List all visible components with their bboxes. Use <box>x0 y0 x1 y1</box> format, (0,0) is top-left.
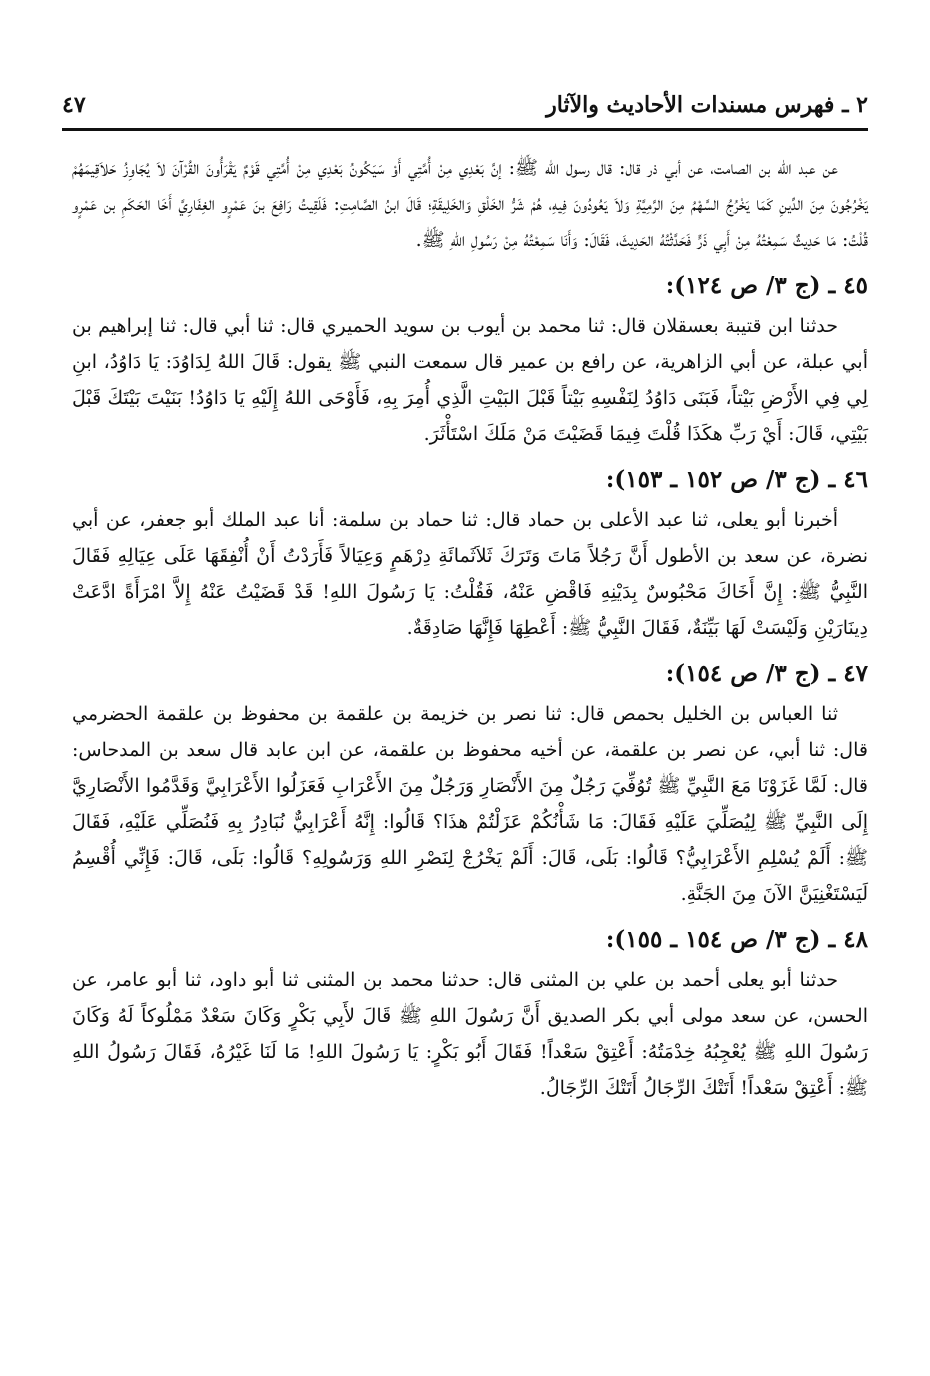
hadith-heading-48: ٤٨ ـ (ج ٣/ ص ١٥٤ ـ ١٥٥): <box>605 926 868 953</box>
hadith-heading-45: ٤٥ ـ (ج ٣/ ص ١٢٤): <box>665 272 868 299</box>
page-header <box>62 86 868 126</box>
hadith-text-46: أخبرنا أبو يعلى، ثنا عبد الأعلى بن حماد قال: ثنا حماد بن سلمة: أنا عبد الملك أبو جعفر، عن أبي نضرة، عن سعد بن الأطول أَنَّ رَجُلاً مَاتَ وَتَرَكَ ثَلاَثَمائَةِ دِرْهَمٍ وَعِيَالاً فَأَرَدْتُ أَنْ أُنْفِقَهَا عَلَى عِيَالِهِ فَقَالَ النَّبِيُّ ﷺ: إِنَّ أَخَاكَ مَحْبُوسٌ بِدَيْنِهِ فَاقْضِ عَنْهُ، فَقُلْتُ: يَا رَسُولَ اللهِ! قَدْ قَضَيْتُ عَنْهُ إِلاَّ امْرَأَةً ادَّعَتْ دِينَارَيْنِ وَلَيْسَتْ لَهَا بَيِّنَةٌ، فَقَالَ النَّبِيُّ ﷺ: أَعْطِهَا فَإِنَّهَا صَادِقَةٌ. <box>72 509 868 639</box>
running-title: ٢ ـ فهرس مسندات الأحاديث والآثار <box>546 92 868 118</box>
page-body <box>72 150 868 1106</box>
hadith-text-47: ثنا العباس بن الخليل بحمص قال: ثنا نصر بن خزيمة بن علقمة بن محفوظ بن علقمة الحضرمي قال: ثنا أبي، عن نصر بن علقمة، عن أخيه محفوظ بن علقمة، عن ابن عابد قال سعد بن المدحاس: قال: لَمَّا غَزَوْنَا مَعَ النَّبِيِّ ﷺ تُوُفِّيَ رَجُلٌ مِنَ الأَنْصَارِ وَرَجُلٌ مِنَ الأَعْرَابِ فَعَزَلُوا الأَعْرَابِيَّ وَقَدَّمُوا الأَنْصَارِيَّ إِلَى النَّبِيِّ ﷺ لِيُصَلِّيَ عَلَيْهِ فَقَالَ: مَا شَأْنُكُمْ عَزَلْتُمْ هذَا؟ قَالُوا: إِنَّهُ أَعْرَابِيٌّ نُبَادِرُ بِهِ فَنُصَلِّي عَلَيْهِ، فَقَالَ ﷺ: أَلَمْ يُسْلِمِ الأَعْرَابِيُّ؟ قَالُوا: بَلَى، قَالَ: أَلَمْ يَخْرُجْ لِنَصْرِ اللهِ وَرَسُولِهِ؟ قَالُوا: بَلَى، قَالَ: فَإِنِّي أُقْسِمُ لَيَسْتَغْنِيَنَّ الآنَ مِنَ الجَنَّةِ. <box>72 703 868 905</box>
page-number: ٤٧ <box>62 92 86 118</box>
hadith-heading-47: ٤٧ ـ (ج ٣/ ص ١٥٤): <box>665 660 868 687</box>
hadith-text-48: حدثنا أبو يعلى أحمد بن علي بن المثنى قال: حدثنا محمد بن المثنى ثنا أبو داود، ثنا أبو عامر، عن الحسن، عن سعد مولى أبي بكر الصديق أَنَّ رَسُولَ اللهِ ﷺ قَالَ لأَبِي بَكْرٍ وَكَانَ سَعْدٌ مَمْلُوكاً لَهُ وَكَانَ رَسُولَ اللهِ ﷺ يُعْجِبُهُ خِدْمَتُهُ: أَعْتِقْ سَعْداً! فَقَالَ أَبُو بَكْرٍ: يَا رَسُولَ اللهِ! مَا لَنَا غَيْرُهُ، فَقَالَ رَسُولُ اللهِ ﷺ: أَعْتِقْ سَعْداً! أَتَتْكَ الرِّجَالُ أَتَتْكَ الرِّجَالُ. <box>72 969 868 1099</box>
hadith-heading-46: ٤٦ ـ (ج ٣/ ص ١٥٢ ـ ١٥٣): <box>605 466 868 493</box>
hadith-text-45: حدثنا ابن قتيبة بعسقلان قال: ثنا محمد بن أيوب بن سويد الحميري قال: ثنا أبي قال: ثنا إبراهيم بن أبي عبلة، عن أبي الزاهرية، عن رافع بن عمير قال سمعت النبي ﷺ يقول: قَالَ اللهُ لِدَاوُدَ: يَا دَاوُدُ، ابنِ لِي فِي الأَرْضِ بَيْتاً، فَبَنَى دَاوُدُ لِنَفْسِهِ بَيْتاً قَبْلَ البَيْتِ الَّذِي أُمِرَ بِهِ، فَأَوْحَى اللهُ إِلَيْهِ يَا دَاوُدُ! بَنَيْتَ بَيْتَكَ قَبْلَ بَيْتِي، قَالَ: أَيْ رَبِّ هكَذَا قُلْتَ فِيمَا قَضَيْتَ مَنْ مَلَكَ اسْتَأْثَرَ. <box>72 315 868 445</box>
hadith-text-continued: عن عبد الله بن الصامت، عن أبي ذر قال: قال رسول الله ﷺ: إنَّ بَعْدِي مِنْ أُمَّتِي أَوْ سَيَكُونُ بَعْدِي مِنْ أُمَّتِي قَوْمٌ يَقْرَأُونَ القُرْآنَ لاَ يُجَاوِزُ حَلاَقِيمَهُمْ يَخْرُجُونَ مِنَ الدِّينِ كَمَا يَخْرُجُ السَّهْمُ مِنَ الرَّمِيَّةِ وَلاَ يَعُودُونَ فِيهِ، هُمْ شَرُّ الخَلْقِ وَالخَلِيقَةِ؛ قَالَ ابنُ الصَّامِتِ: فَلَقِيتُ رَافِعَ بنَ عَمْرٍو الغِفَارِيَّ أَخَا الحَكَمِ بن عَمْرٍو قُلْتُ: مَا حَدِيثٌ سَمِعْتُهُ مِنْ أَبِي ذَرٍّ فَحَدَّثْتُهُ الحَدِيثَ، فَقَالَ: وَأَنَا سَمِعْتُهُ مِنْ رَسُولِ اللهِ ﷺ. <box>72 157 868 251</box>
header-rule <box>62 128 868 131</box>
